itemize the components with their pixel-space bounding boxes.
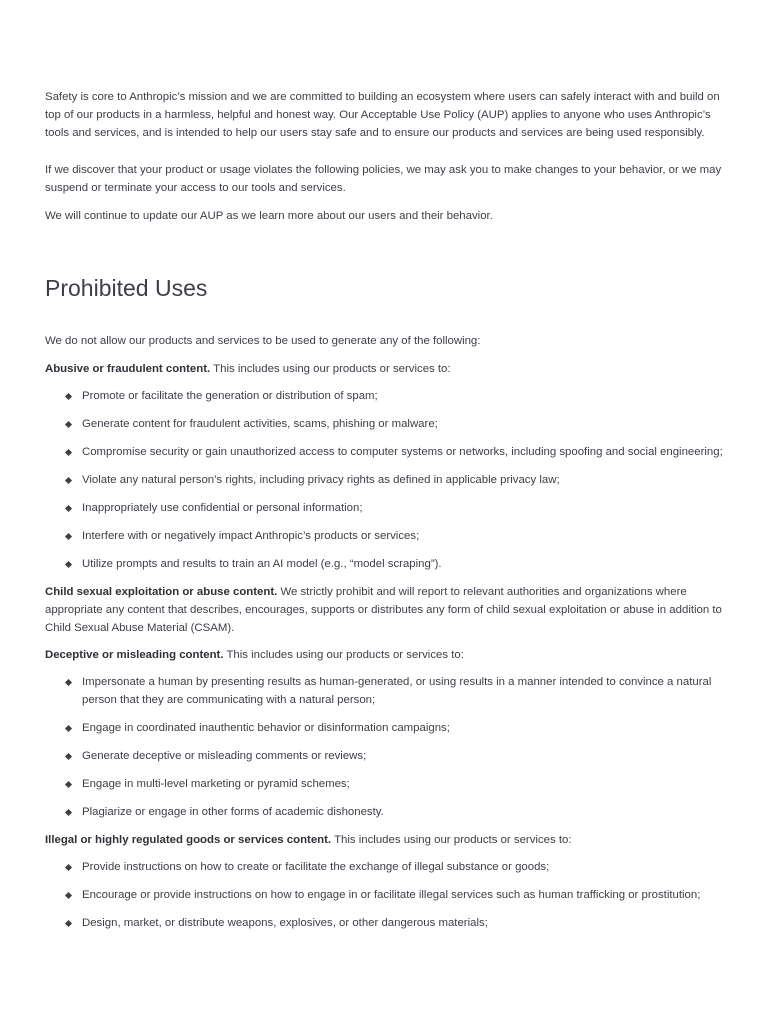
category-title: Illegal or highly regulated goods or services content. (45, 834, 332, 846)
diamond-bullet-icon (65, 892, 72, 899)
list-item (45, 443, 728, 461)
diamond-bullet-icon (65, 809, 72, 816)
list-item (45, 387, 728, 405)
list-item-text: Violate any natural person’s rights, including privacy rights as defined in applicable privacy law; (82, 474, 560, 486)
diamond-bullet-icon (65, 753, 72, 760)
diamond-bullet-icon (65, 864, 72, 871)
list-item-text: Utilize prompts and results to train an AI model (e.g., “model scraping”). (82, 558, 442, 570)
list-item (45, 914, 728, 932)
category-deceptive (45, 646, 728, 664)
diamond-bullet-icon (65, 561, 72, 568)
category-child-safety (45, 583, 728, 637)
category-title: Child sexual exploitation or abuse content. (45, 586, 278, 598)
list-item-text: Engage in multi-level marketing or pyramid schemes; (82, 778, 350, 790)
list-item-text: Impersonate a human by presenting results as human-generated, or using results in a manner intended to convince a natural person that they are communicating with a natural person; (82, 676, 712, 706)
category-description: This includes using our products or services to: (223, 649, 464, 661)
category-illegal-goods (45, 831, 728, 849)
list-item (45, 775, 728, 793)
list-item-text: Engage in coordinated inauthentic behavior or disinformation campaigns; (82, 722, 450, 734)
list-item (45, 673, 728, 709)
intro-paragraph-2: If we discover that your product or usage violates the following policies, we may ask you to make changes to your behavior, or we may suspend or terminate your access to our tools and services. (45, 164, 722, 194)
list-item (45, 858, 728, 876)
diamond-bullet-icon (65, 477, 72, 484)
category-title: Abusive or fraudulent content. (45, 363, 211, 375)
diamond-bullet-icon (65, 533, 72, 540)
category-title: Deceptive or misleading content. (45, 649, 224, 661)
list-item-text: Interfere with or negatively impact Anthropic’s products or services; (82, 530, 420, 542)
diamond-bullet-icon (65, 725, 72, 732)
list-item-text: Encourage or provide instructions on how to engage in or facilitate illegal services such as human trafficking or prostitution; (82, 889, 701, 901)
list-item-text: Plagiarize or engage in other forms of academic dishonesty. (82, 806, 384, 818)
list-item (45, 719, 728, 737)
list-item (45, 415, 728, 433)
list-item-text: Inappropriately use confidential or personal information; (82, 502, 363, 514)
category-description: This includes using our products or services to: (331, 834, 572, 846)
list-item (45, 471, 728, 489)
diamond-bullet-icon (65, 920, 72, 927)
category-abusive-list (45, 387, 728, 573)
list-item-text: Provide instructions on how to create or facilitate the exchange of illegal substance or goods; (82, 861, 550, 873)
category-description: This includes using our products or services to: (210, 363, 451, 375)
list-item (45, 886, 728, 904)
intro-paragraph-1: Safety is core to Anthropic’s mission and we are committed to building an ecosystem where users can safely interact with and build on top of our products in a harmless, helpful and honest way. Our Acceptable Use Policy (AUP) applies to anyone who uses Anthropic’s tools and services, and is intended to help our users stay safe and to ensure our products and services are being used responsibly. (45, 91, 720, 139)
list-item (45, 747, 728, 765)
intro-paragraph-3: We will continue to update our AUP as we learn more about our users and their behavior. (45, 210, 493, 222)
list-item-text: Generate content for fraudulent activities, scams, phishing or malware; (82, 418, 438, 430)
category-description: We strictly prohibit and will report to relevant authorities and organizations where appropriate any content that describes, encourages, supports or distributes any form of child sexual exploitation or abuse in addition to Child Sexual Abuse Material (CSAM). (45, 586, 722, 634)
section-lead: We do not allow our products and services to be used to generate any of the following: (45, 335, 481, 347)
list-item (45, 803, 728, 821)
diamond-bullet-icon (65, 393, 72, 400)
diamond-bullet-icon (65, 781, 72, 788)
list-item (45, 527, 728, 545)
list-item (45, 499, 728, 517)
diamond-bullet-icon (65, 679, 72, 686)
diamond-bullet-icon (65, 449, 72, 456)
list-item-text: Design, market, or distribute weapons, explosives, or other dangerous materials; (82, 917, 488, 929)
list-item (45, 555, 728, 573)
category-illegal-goods-list (45, 858, 728, 932)
diamond-bullet-icon (65, 505, 72, 512)
category-deceptive-list (45, 673, 728, 821)
list-item-text: Generate deceptive or misleading comments or reviews; (82, 750, 367, 762)
list-item-text: Promote or facilitate the generation or distribution of spam; (82, 390, 378, 402)
list-item-text: Compromise security or gain unauthorized access to computer systems or networks, including spoofing and social engineering; (82, 446, 723, 458)
section-title: Prohibited Uses (45, 275, 208, 301)
diamond-bullet-icon (65, 421, 72, 428)
category-abusive (45, 360, 728, 378)
